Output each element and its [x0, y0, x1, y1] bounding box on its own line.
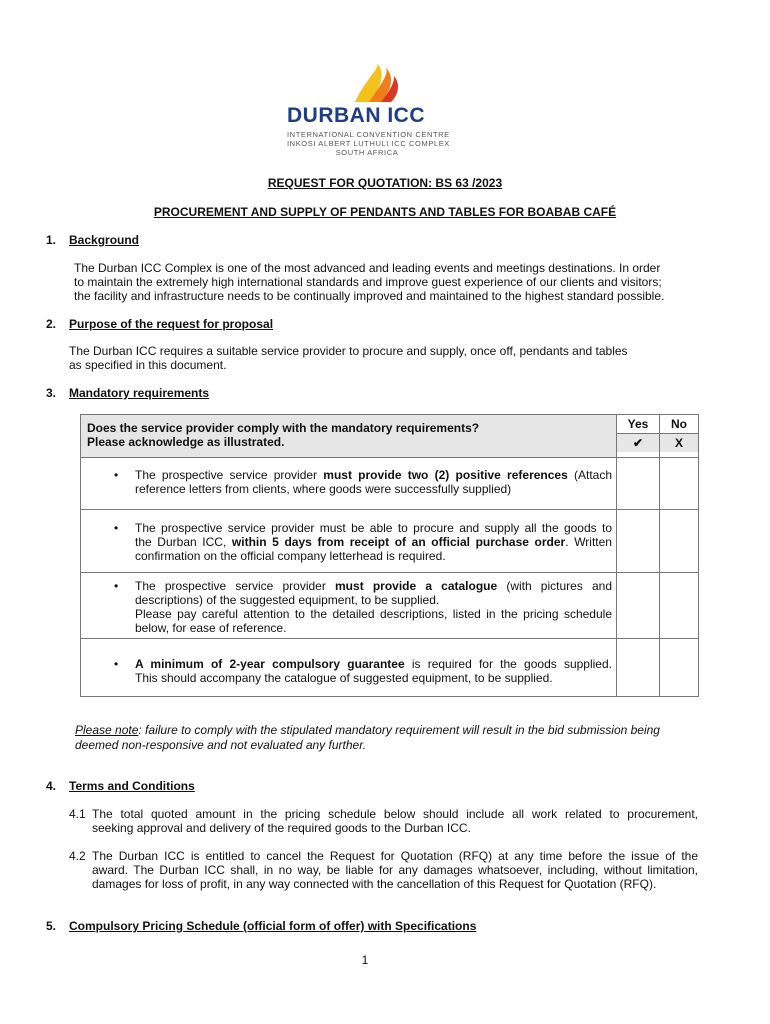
- yes-checkbox-cell[interactable]: [617, 510, 660, 573]
- section-title: Terms and Conditions: [69, 779, 195, 793]
- document-subtitle: PROCUREMENT AND SUPPLY OF PENDANTS AND TABLES FOR BOABAB CAFÉ: [153, 205, 617, 219]
- durban-icc-logo: [285, 62, 455, 157]
- bold-text: within 5 days from receipt of an official purchase order: [231, 535, 566, 549]
- no-checkbox-cell[interactable]: [660, 510, 699, 573]
- check-mark-icon: ✔: [617, 433, 659, 452]
- section-title: Purpose of the request for proposal: [69, 317, 274, 331]
- section-2-body: [69, 344, 628, 372]
- bullet: •: [114, 657, 119, 671]
- logo-line-3: SOUTH AFRICA: [335, 148, 399, 157]
- requirement-row: [81, 573, 617, 639]
- no-label: No: [671, 417, 687, 431]
- header-instruction: Please acknowledge as illustrated.: [87, 435, 285, 449]
- yes-checkbox-cell[interactable]: [617, 573, 660, 639]
- mandatory-requirements-table: [80, 414, 699, 697]
- section-number: 3.: [46, 386, 57, 400]
- no-checkbox-cell[interactable]: [660, 458, 699, 510]
- no-checkbox-cell[interactable]: [660, 573, 699, 639]
- logo-line-1: INTERNATIONAL CONVENTION CENTRE: [287, 130, 450, 139]
- bold-text: A minimum of 2-year compulsory guarantee: [135, 657, 405, 671]
- text: . Written: [565, 535, 612, 549]
- no-column-header: [660, 415, 699, 458]
- clause-line: The total quoted amount in the pricing schedule below should include all work related to procurement,: [92, 807, 698, 821]
- bold-text: must provide two (2) positive references: [323, 468, 568, 482]
- section-number: 4.: [46, 779, 57, 793]
- section-title: Compulsory Pricing Schedule (official form of offer) with Specifications: [69, 919, 477, 933]
- header-question: Does the service provider comply with the mandatory requirements?: [87, 421, 480, 435]
- note-text: deemed non-responsive and not evaluated any further.: [75, 738, 367, 752]
- text: is required for the goods supplied.: [404, 657, 612, 671]
- section-number: 1.: [46, 233, 57, 247]
- bullet: •: [114, 579, 119, 593]
- please-note: [75, 723, 660, 753]
- requirement-row: [81, 510, 617, 573]
- section-number: 2.: [46, 317, 57, 331]
- clause-line: award. The Durban ICC shall, in no way, be liable for any damages whatsoever, including, without limitation,: [92, 863, 698, 877]
- bullet: •: [114, 468, 119, 482]
- clause-number: 4.1: [69, 807, 86, 821]
- body-line: as specified in this document.: [69, 358, 227, 372]
- section-1-body: [74, 261, 664, 303]
- clause-line: damages for loss of profit, in any way connected with the cancellation of this Request for Quotation (RFQ).: [92, 877, 657, 891]
- text: The prospective service provider must be able to procure and supply all the goods to: [135, 521, 612, 535]
- requirement-row: [81, 639, 617, 697]
- page-number: 1: [361, 953, 369, 967]
- clause-line: seeking approval and delivery of the required goods to the Durban ICC.: [92, 821, 471, 835]
- text: descriptions) of the suggested equipment, to be supplied.: [135, 593, 440, 607]
- logo-name: DURBAN ICC: [287, 104, 425, 127]
- logo-line-2: INKOSI ALBERT LUTHULI ICC COMPLEX: [287, 139, 450, 148]
- yes-checkbox-cell[interactable]: [617, 458, 660, 510]
- clause-line: The Durban ICC is entitled to cancel the Request for Quotation (RFQ) at any time before the issue of the: [92, 849, 698, 863]
- bullet: •: [114, 521, 119, 535]
- no-checkbox-cell[interactable]: [660, 639, 699, 697]
- text: The prospective service provider: [135, 579, 336, 593]
- text: below, for ease of reference.: [135, 621, 287, 635]
- table-header: [81, 415, 617, 458]
- note-label: Please note: [75, 723, 139, 737]
- text: This should accompany the catalogue of suggested equipment, to be supplied.: [135, 671, 553, 685]
- text: (Attach: [567, 468, 612, 482]
- document-title: REQUEST FOR QUOTATION: BS 63 /2023: [267, 176, 503, 190]
- text: The prospective service provider: [135, 468, 324, 482]
- text: the Durban ICC,: [135, 535, 232, 549]
- body-line: to maintain the extremely high international standards and improve guest experience of our clients and visitors;: [74, 275, 662, 289]
- yes-label: Yes: [627, 417, 649, 431]
- text: confirmation on the official company letterhead is required.: [135, 549, 446, 563]
- clause-number: 4.2: [69, 849, 86, 863]
- body-line: The Durban ICC requires a suitable service provider to procure and supply, once off, pendants and tables: [69, 344, 628, 358]
- yes-checkbox-cell[interactable]: [617, 639, 660, 697]
- section-title: Background: [69, 233, 140, 247]
- x-mark-icon: X: [660, 433, 698, 452]
- text: (with pictures and: [497, 579, 612, 593]
- body-line: The Durban ICC Complex is one of the most advanced and leading events and meetings destinations. In order: [74, 261, 661, 275]
- requirement-row: [81, 458, 617, 510]
- section-number: 5.: [46, 919, 57, 933]
- logo-swoosh-icon: [285, 62, 455, 107]
- text: reference letters from clients, where goods were successfully supplied): [135, 482, 512, 496]
- yes-column-header: [617, 415, 660, 458]
- note-text: : failure to comply with the stipulated mandatory requirement will result in the bid submission being: [138, 723, 660, 737]
- bold-text: must provide a catalogue: [335, 579, 498, 593]
- body-line: the facility and infrastructure needs to be continually improved and maintained to the highest standard possible.: [74, 289, 665, 303]
- text: Please pay careful attention to the detailed descriptions, listed in the pricing schedule: [135, 607, 612, 621]
- section-title: Mandatory requirements: [69, 386, 210, 400]
